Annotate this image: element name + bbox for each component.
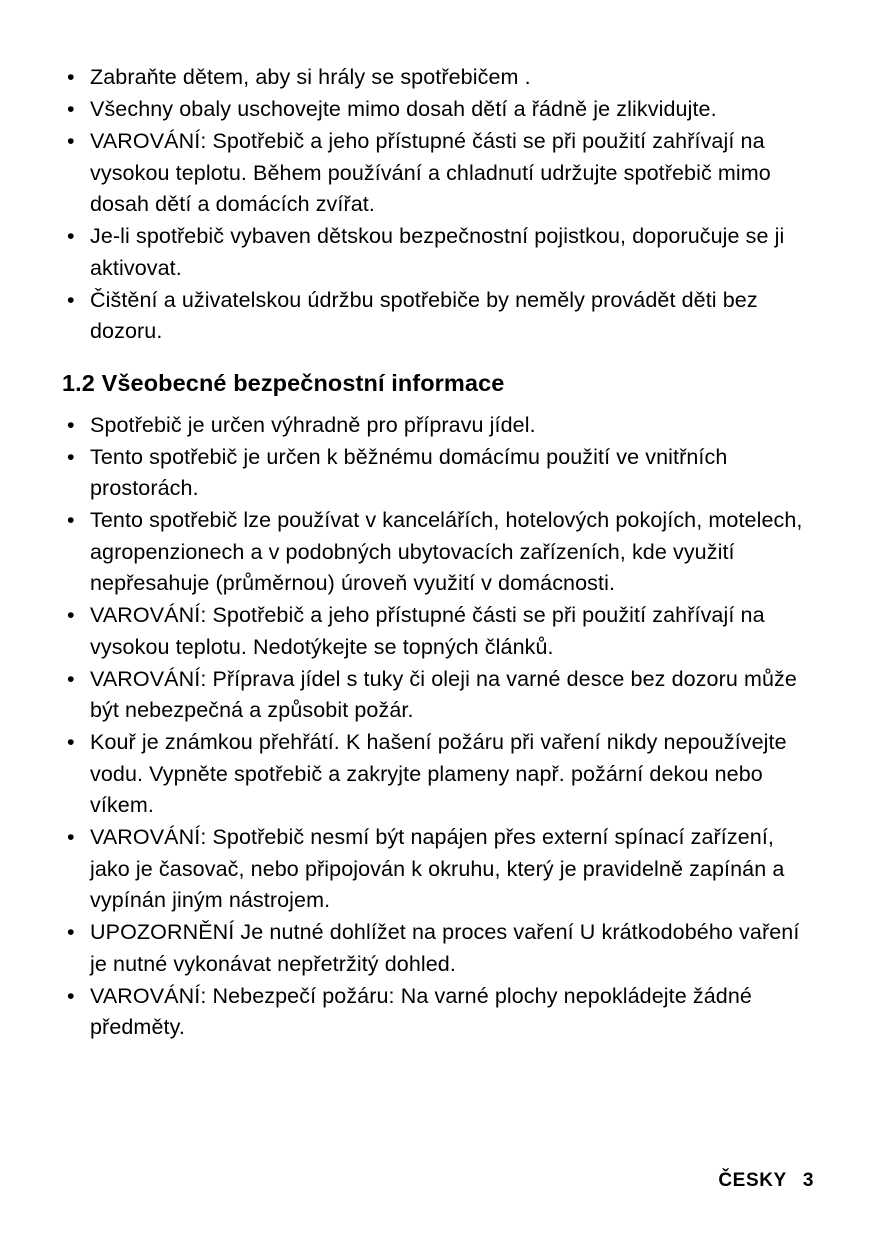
list-item bbox=[62, 917, 814, 980]
list-item bbox=[62, 62, 814, 94]
list-item bbox=[62, 221, 814, 284]
page-content bbox=[62, 62, 814, 1044]
safety-list-children bbox=[62, 62, 814, 348]
list-item-text: VAROVÁNÍ: Spotřebič nesmí být napájen přes externí spínací zařízení, jako je časovač, nebo připojován k okruhu, který je pravidelně zapínán a vypínán jiným nástrojem. bbox=[90, 825, 785, 912]
list-item bbox=[62, 822, 814, 917]
bullet-icon: • bbox=[67, 983, 75, 1008]
bullet-icon: • bbox=[67, 224, 75, 248]
list-item-text: VAROVÁNÍ: Příprava jídel s tuky či oleji na varné desce bez dozoru může být nebezpečná a způsobit požár. bbox=[90, 666, 797, 722]
bullet-icon: • bbox=[67, 730, 75, 754]
list-item bbox=[62, 94, 814, 126]
list-item bbox=[62, 126, 814, 221]
list-item bbox=[62, 600, 814, 663]
list-item-text: Tento spotřebič je určen k běžnému domácímu použití ve vnitřních prostorách. bbox=[90, 444, 728, 500]
list-item-text: Kouř je známkou přehřátí. K hašení požáru při vaření nikdy nepoužívejte vodu. Vypněte spotřebič a zakryjte plameny např. požární dekou nebo víkem. bbox=[90, 730, 787, 817]
list-item-text: UPOZORNĚNÍ Je nutné dohlížet na proces vaření U krátkodobého vaření je nutné vykonávat nepřetržitý dohled. bbox=[90, 920, 800, 976]
list-item-text: Zabraňte dětem, aby si hrály se spotřebičem . bbox=[90, 65, 531, 89]
bullet-icon: • bbox=[67, 920, 75, 944]
list-item-text: Tento spotřebič lze používat v kancelářích, hotelových pokojích, motelech, agropenzionech a v podobných ubytovacích zařízeních, kde využití nepřesahuje (průměrnou) úroveň využití v domácnosti. bbox=[90, 508, 803, 595]
page-footer bbox=[718, 1170, 814, 1192]
bullet-icon: • bbox=[67, 412, 75, 437]
list-item bbox=[62, 505, 814, 600]
bullet-icon: • bbox=[67, 666, 75, 691]
footer-page-number: 3 bbox=[802, 1170, 814, 1191]
list-item bbox=[62, 664, 814, 727]
bullet-icon: • bbox=[67, 97, 75, 121]
list-item-text: Všechny obaly uschovejte mimo dosah dětí a řádně je zlikvidujte. bbox=[90, 97, 717, 121]
list-item bbox=[62, 410, 814, 442]
list-item-text: Čištění a uživatelskou údržbu spotřebiče by neměly provádět děti bez dozoru. bbox=[90, 287, 758, 343]
list-item bbox=[62, 442, 814, 505]
list-item-text: VAROVÁNÍ: Spotřebič a jeho přístupné části se při použití zahřívají na vysokou teplotu. Nedotýkejte se topných článků. bbox=[90, 603, 765, 659]
list-item bbox=[62, 285, 814, 348]
list-item-text: Spotřebič je určen výhradně pro přípravu jídel. bbox=[90, 412, 536, 437]
list-item-text: VAROVÁNÍ: Spotřebič a jeho přístupné části se při použití zahřívají na vysokou teplotu. Během používání a chladnutí udržujte spotřebič mimo dosah dětí a domácích zvířat. bbox=[90, 129, 771, 216]
list-item-text: VAROVÁNÍ: Nebezpečí požáru: Na varné plochy nepokládejte žádné předměty. bbox=[90, 983, 752, 1039]
bullet-icon: • bbox=[67, 825, 75, 849]
footer-language: ČESKY bbox=[718, 1170, 787, 1191]
section-heading: 1.2 Všeobecné bezpečnostní informace bbox=[62, 369, 505, 396]
safety-list-general bbox=[62, 410, 814, 1044]
list-item bbox=[62, 727, 814, 822]
bullet-icon: • bbox=[67, 287, 75, 312]
bullet-icon: • bbox=[67, 508, 75, 532]
bullet-icon: • bbox=[67, 129, 75, 153]
list-item-text: Je-li spotřebič vybaven dětskou bezpečnostní pojistkou, doporučuje se ji aktivovat. bbox=[90, 224, 785, 280]
bullet-icon: • bbox=[67, 65, 75, 89]
bullet-icon: • bbox=[67, 444, 75, 469]
bullet-icon: • bbox=[67, 603, 75, 627]
list-item bbox=[62, 981, 814, 1044]
